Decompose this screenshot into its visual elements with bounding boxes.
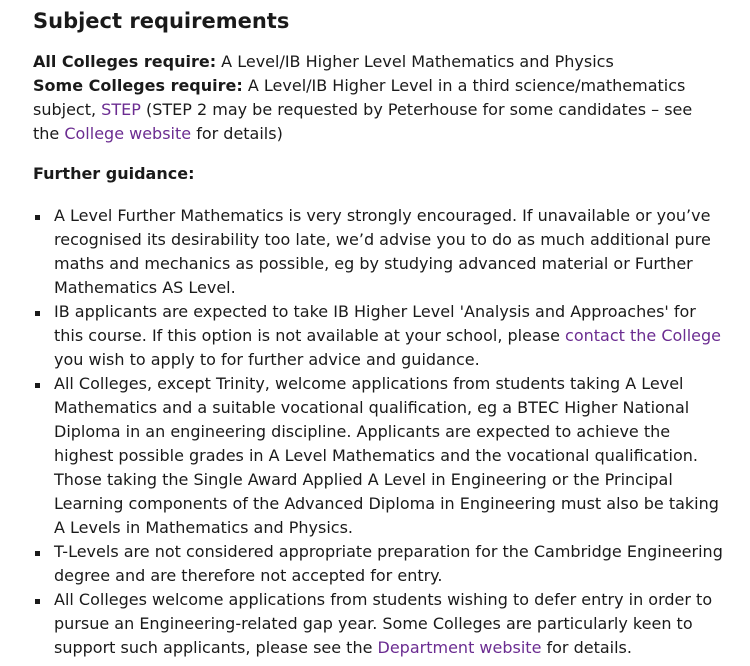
guidance-item-text: T-Levels are not considered appropriate preparation for the Cambridge Engineering degree and are therefore not accepted for entry.: [54, 542, 723, 585]
guidance-item-text: you wish to apply to for further advice and guidance.: [54, 350, 480, 369]
guidance-item-vocational: [33, 372, 723, 540]
section-title: Subject requirements: [33, 9, 290, 33]
details-text: for details): [191, 124, 283, 143]
some-colleges-text: A Level/IB Higher Level in a third science/mathematics subject,: [33, 76, 686, 119]
further-guidance-heading: Further guidance:: [33, 164, 195, 183]
guidance-item-text: All Colleges welcome applications from students wishing to defer entry in order to pursue an Engineering-related gap year. Some Colleges are particularly keen to support such applicants, please see the: [54, 590, 713, 657]
guidance-item-further-maths: [33, 204, 723, 300]
guidance-item-text: IB applicants are expected to take IB Higher Level 'Analysis and Approaches' for this course. If this option is not available at your school, please: [54, 302, 696, 345]
guidance-list: [33, 204, 723, 660]
guidance-item-text: All Colleges, except Trinity, welcome applications from students taking A Level Mathematics and a suitable vocational qualification, eg a BTEC Higher National Diploma in an engineering discipline. Applicants are expected to achieve the highest possible grades in A Level Mathematics and the vocational qualification. Those taking the Single Award Applied A Level in Engineering or the Principal Learning components of the Advanced Diploma in Engineering must also be taking A Levels in Mathematics and Physics.: [54, 374, 719, 537]
guidance-item-t-levels: [33, 540, 723, 588]
guidance-item-ib: [33, 300, 723, 372]
all-colleges-label: All Colleges require:: [33, 52, 217, 71]
guidance-item-text: A Level Further Mathematics is very strongly encouraged. If unavailable or you’ve recognised its desirability too late, we’d advise you to do as much additional pure maths and mechanics as possible, eg by studying advanced material or Further Mathematics AS Level.: [54, 206, 711, 297]
all-colleges-text: A Level/IB Higher Level Mathematics and Physics: [216, 52, 614, 71]
requirements-paragraph: [33, 50, 723, 146]
guidance-item-text: for details.: [541, 638, 632, 657]
college-website-link[interactable]: College website: [64, 124, 192, 143]
step-link[interactable]: STEP: [101, 100, 141, 119]
some-colleges-label: Some Colleges require:: [33, 76, 243, 95]
department-website-link[interactable]: Department website: [377, 638, 542, 657]
step-note-text: (STEP 2 may be requested by Peterhouse for some candidates – see the: [33, 100, 693, 143]
guidance-item-gap-year: [33, 588, 723, 660]
contact-college-link[interactable]: contact the College: [565, 326, 722, 345]
